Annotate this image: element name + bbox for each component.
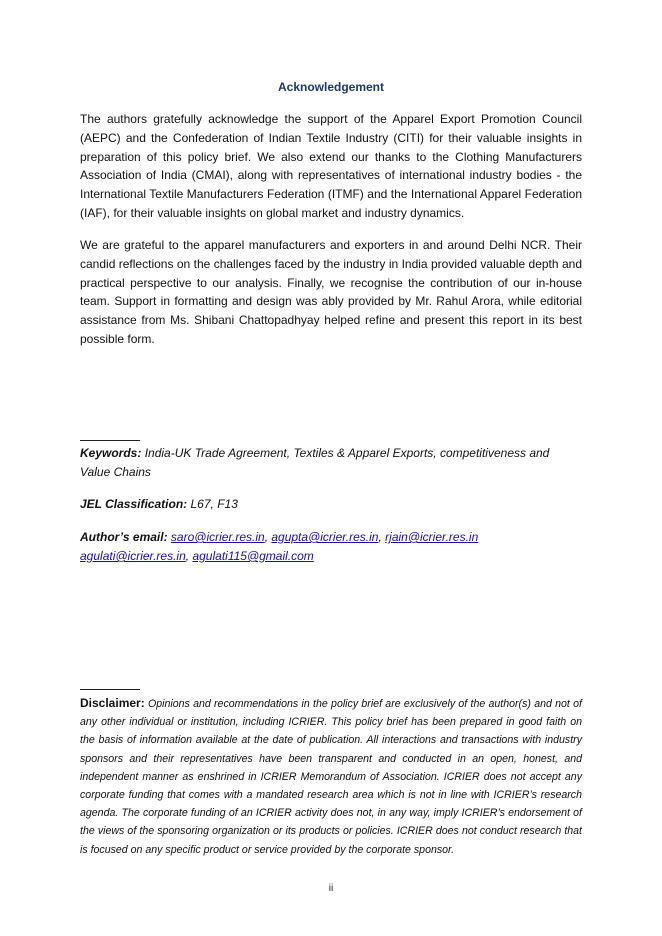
author-email-label: Author’s email: xyxy=(80,530,168,544)
author-email-line: Author’s email: saro@icrier.res.in, agupta@icrier.res.in, rjain@icrier.res.in agulati@icrier.res.in, agulati115@gmail.com xyxy=(80,530,479,563)
acknowledgement-paragraph-1: The authors gratefully acknowledge the support of the Apparel Export Promotion Council (AEPC) and the Confederation of Indian Textile Industry (CITI) for their valuable insights in preparation of this policy brief. We also extend our thanks to the Clothing Manufacturers Association of India (CMAI), along with representatives of international industry bodies - the International Textile Manufacturers Federation (ITMF) and the International Apparel Federation (IAF), for their valuable insights on global market and industry dynamics. xyxy=(80,112,582,220)
email-link[interactable]: agulati115@gmail.com xyxy=(192,549,314,563)
keywords-label: Keywords: xyxy=(80,446,142,460)
jel-classification-line xyxy=(80,495,582,514)
acknowledgement-heading: Acknowledgement xyxy=(277,80,385,94)
acknowledgement-paragraph-2: We are grateful to the apparel manufacturers and exporters in and around Delhi NCR. Their candid reflections on the challenges faced by the industry in India provided valuable depth and practical perspective to our analysis. Finally, we recognise the contribution of our in-house team. Support in formatting and design was ably provided by Mr. Rahul Arora, while editorial assistance from Ms. Shibani Chattopadhyay helped refine and present this report in its best possible form. xyxy=(80,238,582,346)
email-link[interactable]: saro@icrier.res.in xyxy=(170,530,265,544)
jel-value: L67, F13 xyxy=(190,497,238,511)
email-link[interactable]: agulati@icrier.res.in xyxy=(80,549,186,563)
page-number: ii xyxy=(328,883,334,894)
footnote-separator xyxy=(80,440,140,441)
disclaimer xyxy=(80,694,582,859)
disclaimer-separator xyxy=(80,689,140,690)
disclaimer-label: Disclaimer: xyxy=(80,696,145,710)
keywords-value: India-UK Trade Agreement, Textiles & Apparel Exports, competitiveness and Value Chains xyxy=(80,446,550,479)
email-link[interactable]: agupta@icrier.res.in xyxy=(271,530,379,544)
email-link[interactable]: rjain@icrier.res.in xyxy=(385,530,479,544)
disclaimer-text: Opinions and recommendations in the policy brief are exclusively of the author(s) and not of any other individual or institution, including ICRIER. This policy brief has been prepared in good faith on the basis of information available at the date of publication. All interactions and transactions with industry sponsors and their representatives have been transparent and conducted in an open, honest, and independent manner as enshrined in ICRIER Memorandum of Association. ICRIER does not accept any corporate funding that comes with a mandated research area which is not in line with ICRIER’s research agenda. The corporate funding of an ICRIER activity does not, in any way, imply ICRIER’s endorsement of the views of the sponsoring organization or its products or policies. ICRIER does not conduct research that is focused on any specific product or service provided by the corporate sponsor. xyxy=(80,698,582,856)
jel-label: JEL Classification: xyxy=(80,497,188,511)
keywords-line xyxy=(80,444,582,482)
